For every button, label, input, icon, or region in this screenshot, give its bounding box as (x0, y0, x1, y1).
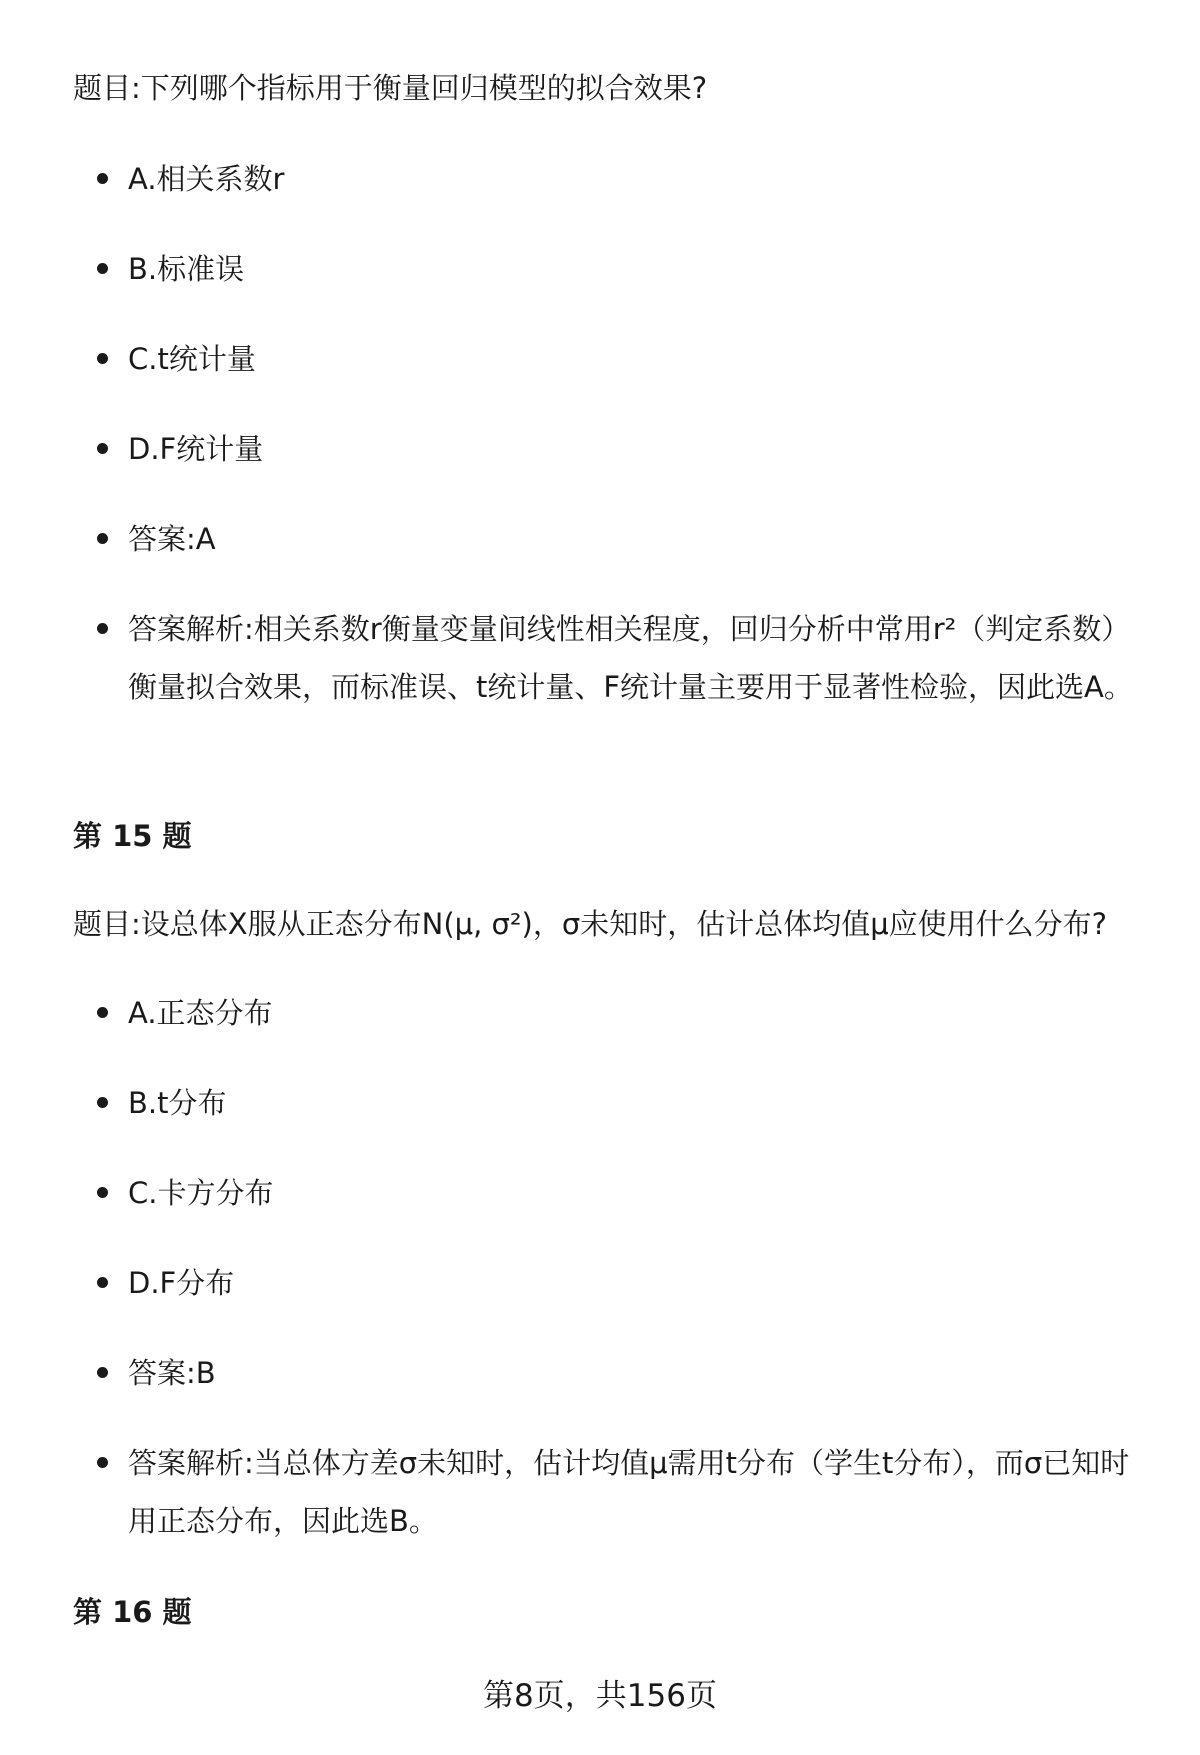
question-15-text: 题目:设总体X服从正态分布N(μ, σ²)，σ未知时，估计总体均值μ应使用什么分布? (73, 907, 1108, 941)
answer-explanation: 答案解析:当总体方差σ未知时，估计均值μ需用t分布（学生t分布），而σ已知时用正态分布，因此选B。 (73, 1434, 1143, 1550)
option-b: B.t分布 (73, 1074, 1143, 1132)
bullet-icon (97, 353, 108, 364)
bullet-icon (97, 443, 108, 454)
question-15-heading: 第 15 题 (73, 819, 192, 853)
answer: 答案:B (73, 1344, 1143, 1402)
bullet-icon (97, 1187, 108, 1198)
bullet-icon (97, 533, 108, 544)
bullet-icon (97, 263, 108, 274)
bullet-icon (97, 623, 108, 634)
bullet-icon (97, 1367, 108, 1378)
option-c: C.t统计量 (73, 330, 1143, 388)
option-b: B.标准误 (73, 240, 1143, 298)
bullet-icon (97, 1457, 108, 1468)
option-c: C.卡方分布 (73, 1164, 1143, 1222)
question-16-heading: 第 16 题 (73, 1595, 192, 1629)
answer-explanation: 答案解析:相关系数r衡量变量间线性相关程度，回归分析中常用r²（判定系数）衡量拟合效果，而标准误、t统计量、F统计量主要用于显著性检验，因此选A。 (73, 600, 1143, 716)
answer: 答案:A (73, 510, 1143, 568)
option-a: A.正态分布 (73, 984, 1143, 1042)
bullet-icon (97, 1277, 108, 1288)
page-number: 第8页，共156页 (483, 1678, 717, 1714)
option-d: D.F统计量 (73, 420, 1143, 478)
option-a: A.相关系数r (73, 150, 1143, 208)
bullet-icon (97, 1007, 108, 1018)
question-14-text: 题目:下列哪个指标用于衡量回归模型的拟合效果? (73, 71, 708, 105)
option-d: D.F分布 (73, 1254, 1143, 1312)
bullet-icon (97, 1097, 108, 1108)
bullet-icon (97, 173, 108, 184)
